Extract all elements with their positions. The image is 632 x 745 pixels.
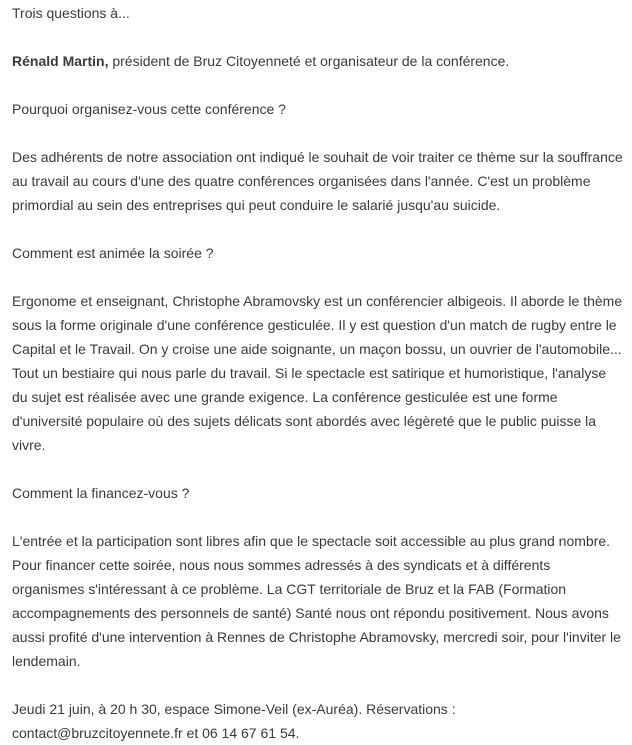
contact-email-link[interactable]: contact@bruzcitoyennete.fr: [12, 725, 183, 741]
answer-2: Ergonome et enseignant, Christophe Abramovsky est un conférencier albigeois. Il aborde le thème sous la forme originale d'une conférence gesticulée. Il y est question d'un match de rugby entre le Capital et le Travail. On y croise une aide soignante, un maçon bossu, un ouvrier de l'automobile... Tout un bestiaire qui nous parle du travail. Si le spectacle est satirique et humoristique, l'analyse du sujet est réalisée avec une grande exigence. La conférence gesticulée est une forme d'université populaire où des sujets délicats sont abordés avec légèreté que le public puisse la vivre.: [12, 293, 623, 453]
speaker-line: [12, 49, 624, 73]
spacer: [12, 457, 624, 481]
spacer: [12, 25, 624, 49]
spacer: [12, 265, 624, 289]
contact-phone: et 06 14 67 61 54.: [182, 725, 300, 741]
question-2: Comment est animée la soirée ?: [12, 245, 214, 261]
question-1: Pourquoi organisez-vous cette conférence ?: [12, 101, 286, 117]
answer-3: L'entrée et la participation sont libres afin que le spectacle soit accessible au plus grand nombre. Pour financer cette soirée, nous nous sommes adressés à des syndicats et à différents organismes s'intéressant à ce problème. La CGT territoriale de Bruz et la FAB (Formation accompagnements des personnels de santé) Santé nous ont répondu positivement. Nous avons aussi profité d'une intervention à Rennes de Christophe Abramovsky, mercredi soir, pour l'inviter le lendemain.: [12, 533, 621, 669]
answer-1: Des adhérents de notre association ont indiqué le souhait de voir traiter ce thème sur la souffrance au travail au cours d'une des quatre conférences organisées dans l'année. C'est un problème primordial au sein des entreprises qui peut conduire le salarié jusqu'au suicide.: [12, 149, 623, 213]
intro-line: Trois questions à...: [12, 5, 130, 21]
speaker-role: président de Bruz Citoyenneté et organisateur de la conférence.: [108, 53, 510, 69]
spacer: [12, 217, 624, 241]
spacer: [12, 505, 624, 529]
spacer: [12, 673, 624, 697]
question-3: Comment la financez-vous ?: [12, 485, 190, 501]
event-info: [12, 697, 624, 745]
event-details: Jeudi 21 juin, à 20 h 30, espace Simone-Veil (ex-Auréa). Réservations :: [12, 701, 456, 717]
spacer: [12, 73, 624, 97]
spacer: [12, 121, 624, 145]
speaker-name: Rénald Martin,: [12, 53, 109, 69]
